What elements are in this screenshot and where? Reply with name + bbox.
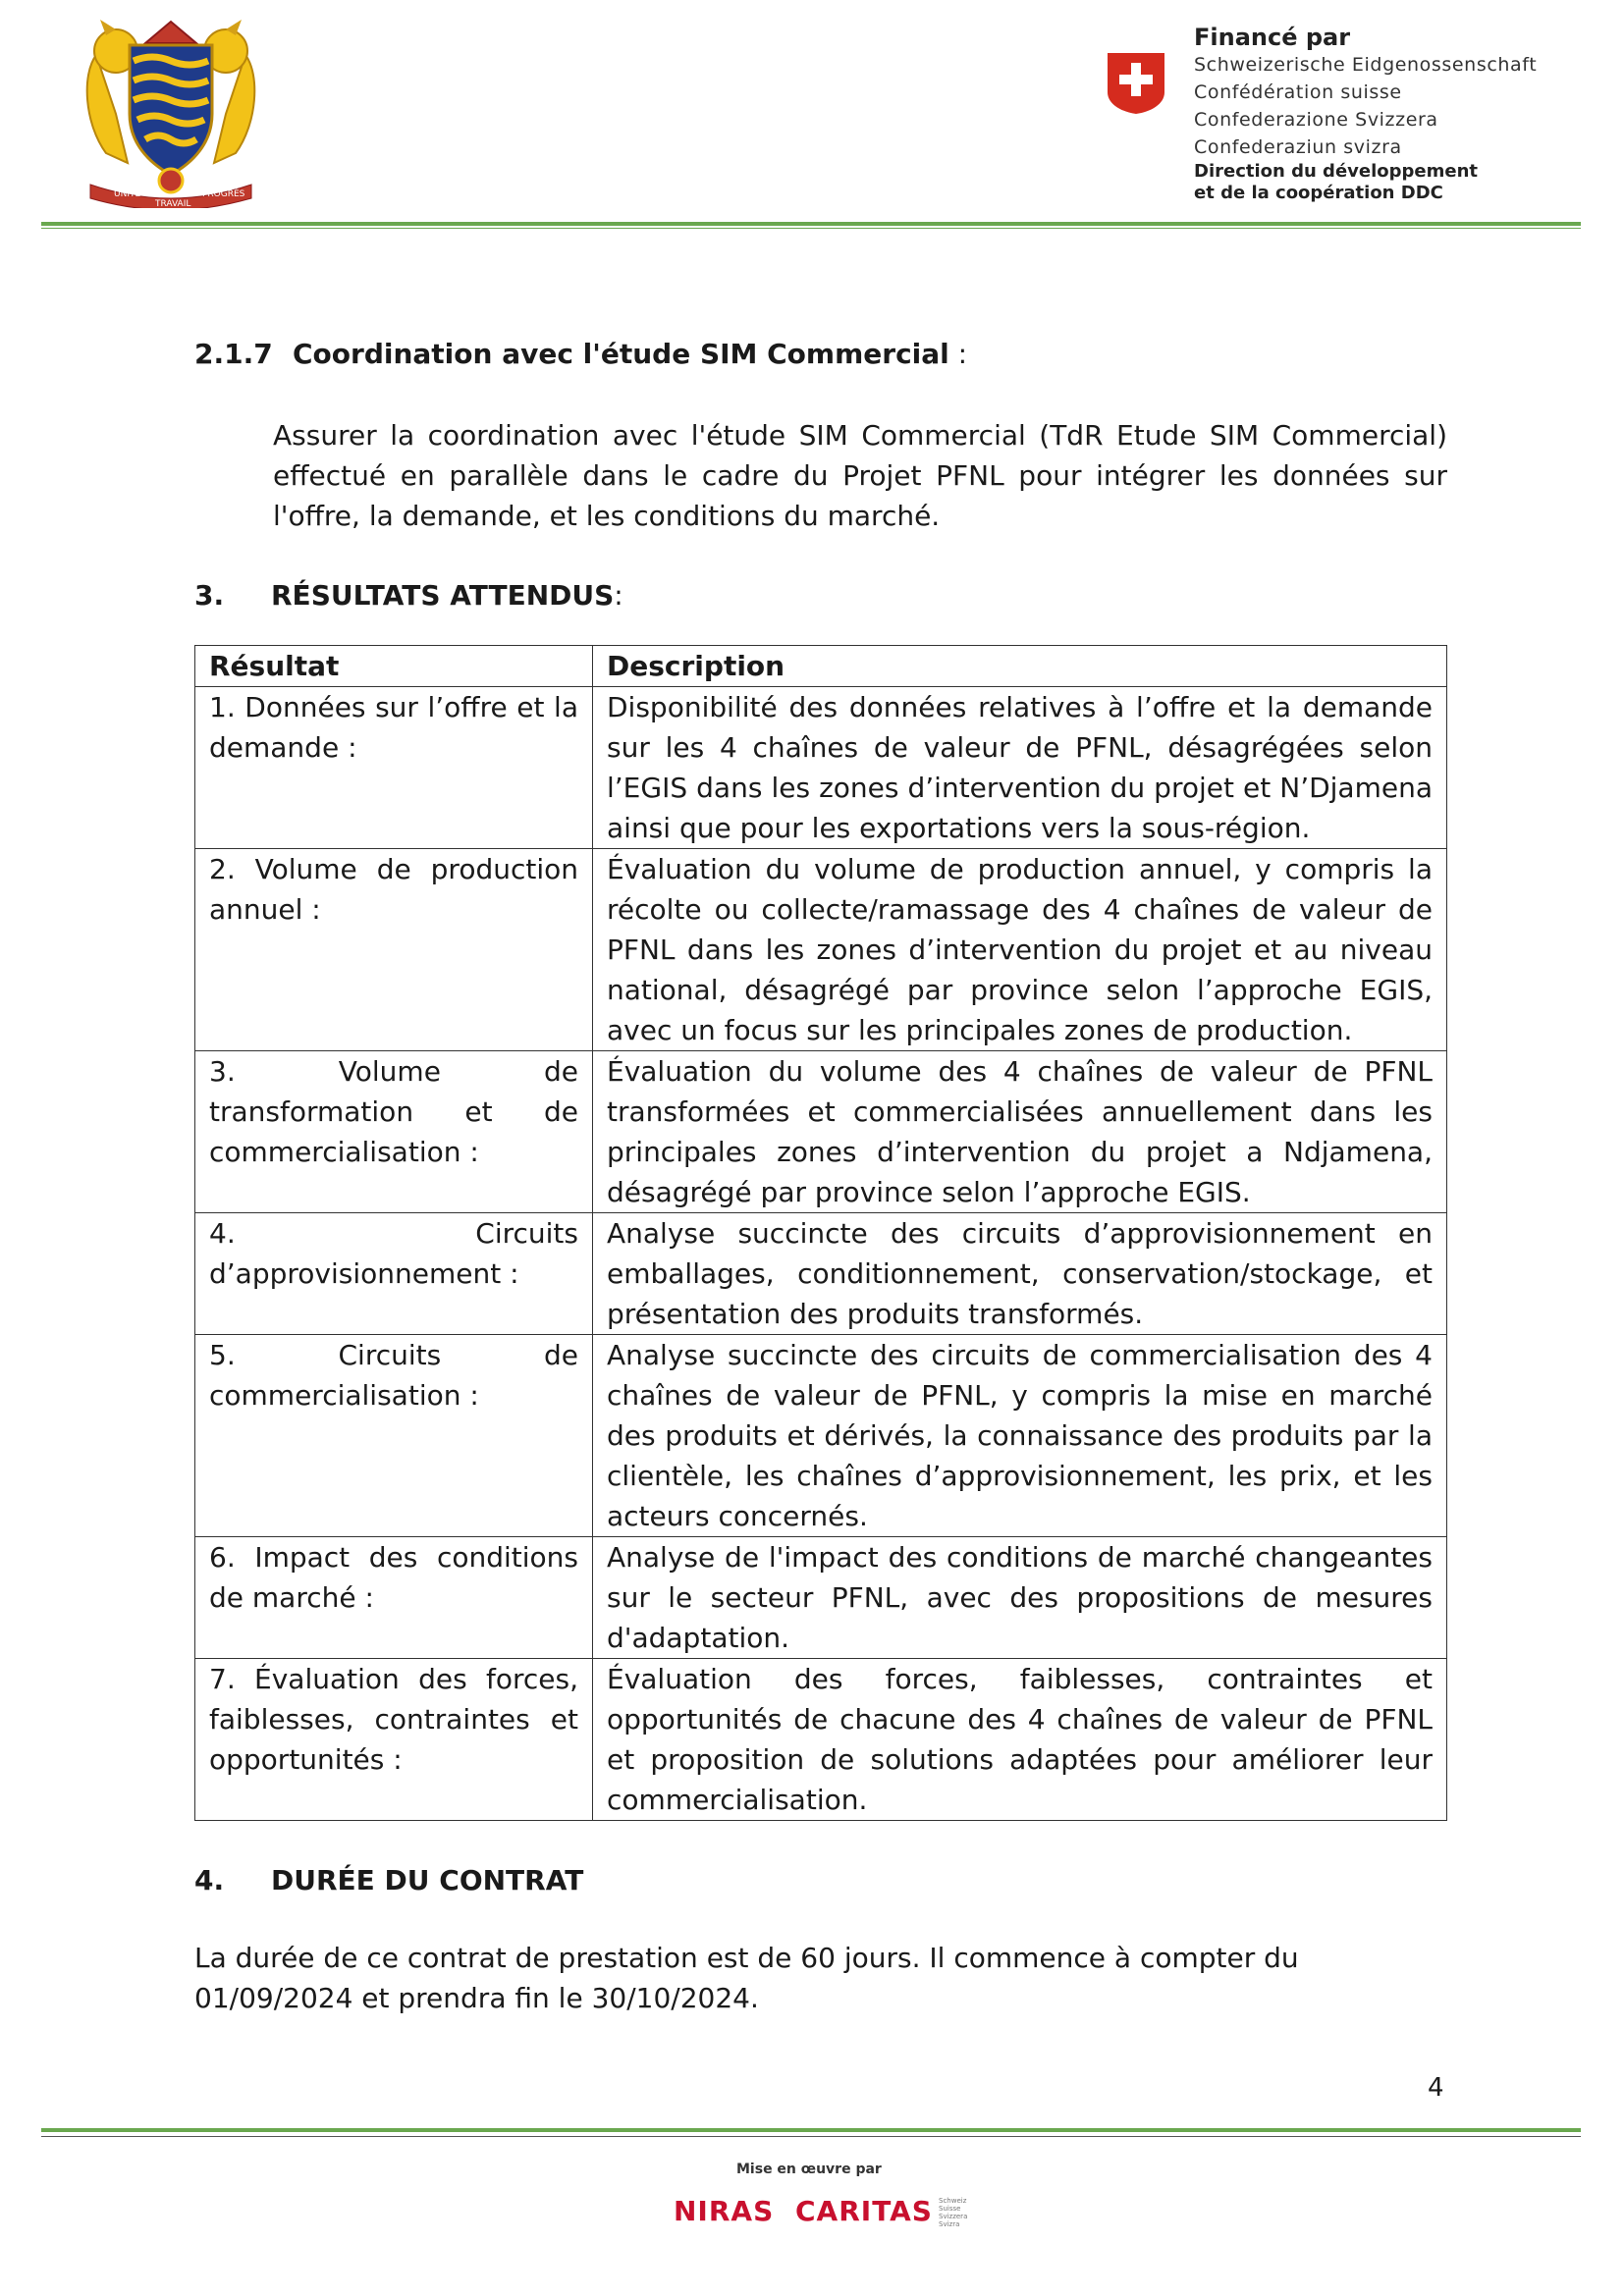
implemented-by-label: Mise en œuvre par [736, 2162, 882, 2177]
section-number: 4. [194, 1864, 225, 1896]
motto-unite: UNITÉ [114, 189, 141, 199]
table-row [195, 1537, 1447, 1659]
financed-by-label: Financé par [1194, 24, 1351, 51]
section-2-1-7-heading [194, 334, 1447, 374]
header-description: Description [593, 646, 1447, 687]
section-4-paragraph: La durée de ce contrat de prestation est de 60 jours. Il commence à compter du 01/09/2024 et prendra fin le 30/10/2024. [194, 1942, 1299, 2014]
result-cell: 6. Impact des conditions de marché : [195, 1537, 593, 1659]
description-cell: Évaluation des forces, faiblesses, contraintes et opportunités de chacune des 4 chaînes de valeur de PFNL et proposition de solutions adaptées pour améliorer leur commercialisation. [593, 1659, 1447, 1821]
chad-coat-of-arms-logo [77, 16, 265, 208]
description-cell: Analyse succincte des circuits d’approvisionnement en emballages, conditionnement, conservation/stockage, et présentation des produits transformés. [593, 1213, 1447, 1335]
motto-progres: PROGRÈS [202, 189, 245, 199]
niras-logo: NIRAS [674, 2195, 775, 2227]
description-cell: Évaluation du volume de production annuel, y compris la récolte ou collecte/ramassage des 4 chaînes de valeur de PFNL dans les zones d’intervention du projet et au niveau national, désagrégé par province selon l’approche EGIS, avec un focus sur les principales zones de production. [593, 849, 1447, 1051]
main-content [194, 334, 1447, 2018]
table-row [195, 1051, 1447, 1213]
table-row [195, 1659, 1447, 1821]
result-cell: 4. Circuits d’approvisionnement : [195, 1213, 593, 1335]
caritas-subtitle: Schweiz Suisse Svizzera Svizra [939, 2197, 968, 2228]
caritas-logo: CARITAS [795, 2195, 933, 2227]
header-result: Résultat [195, 646, 593, 687]
result-cell: 2. Volume de production annuel : [195, 849, 593, 1051]
language-line-fr: Confédération suisse [1194, 81, 1402, 103]
section-4-heading [194, 1860, 1447, 1900]
section-title: DURÉE DU CONTRAT [271, 1864, 584, 1896]
footer-divider [41, 2128, 1581, 2132]
funder-block [1108, 24, 1579, 210]
implementer-logos [674, 2156, 968, 2244]
table-row [195, 1213, 1447, 1335]
section-number: 3. [194, 579, 225, 612]
section-3-heading [194, 575, 1447, 615]
language-line-rm: Confederaziun svizra [1194, 136, 1402, 158]
description-cell: Disponibilité des données relatives à l’offre et la demande sur les 4 chaînes de valeur de PFNL, désagrégées selon l’EGIS dans les zones d’intervention du projet et N’Djamena ainsi que pour les exportations vers la sous-région. [593, 687, 1447, 849]
section-title: Coordination avec l'étude SIM Commercial [293, 338, 949, 370]
section-title: RÉSULTATS ATTENDUS [271, 579, 615, 612]
page-number: 4 [1428, 2073, 1444, 2103]
table-row [195, 687, 1447, 849]
result-cell: 7. Évaluation des forces, faiblesses, contraintes et opportunités : [195, 1659, 593, 1821]
language-line-it: Confederazione Svizzera [1194, 109, 1438, 131]
swiss-flag-icon [1108, 53, 1164, 114]
section-suffix: : [948, 338, 968, 370]
agency-line-1: Direction du développement [1194, 161, 1478, 182]
footer-divider-thin [41, 2136, 1581, 2137]
header-divider [41, 222, 1581, 226]
section-number: 2.1.7 [194, 338, 273, 370]
header-divider-thin [41, 228, 1581, 229]
agency-line-2: et de la coopération DDC [1194, 183, 1443, 203]
table-header-row [195, 646, 1447, 687]
table-row [195, 849, 1447, 1051]
motto-travail: TRAVAIL [155, 199, 191, 208]
description-cell: Analyse succincte des circuits de commercialisation des 4 chaînes de valeur de PFNL, y compris la mise en marché des produits et dérivés, la connaissance des produits par la clientèle, les chaînes d’approvisionnement, les prix, et les acteurs concernés. [593, 1335, 1447, 1537]
description-cell: Évaluation du volume des 4 chaînes de valeur de PFNL transformées et commercialisées annuellement dans les principales zones d’intervention du projet a Ndjamena, désagrégé par province selon l’approche EGIS. [593, 1051, 1447, 1213]
result-cell: 5. Circuits de commercialisation : [195, 1335, 593, 1537]
description-cell: Analyse de l'impact des conditions de marché changeantes sur le secteur PFNL, avec des propositions de mesures d'adaptation. [593, 1537, 1447, 1659]
result-cell: 1. Données sur l’offre et la demande : [195, 687, 593, 849]
section-2-1-7-paragraph: Assurer la coordination avec l'étude SIM Commercial (TdR Etude SIM Commercial) effectué en parallèle dans le cadre du Projet PFNL pour intégrer les données sur l'offre, la demande, et les conditions du marché. [273, 419, 1447, 532]
language-line-de: Schweizerische Eidgenossenschaft [1194, 54, 1538, 76]
results-table [194, 645, 1447, 1821]
result-cell: 3. Volume de transformation et de commercialisation : [195, 1051, 593, 1213]
section-suffix: : [614, 579, 623, 612]
table-row [195, 1335, 1447, 1537]
